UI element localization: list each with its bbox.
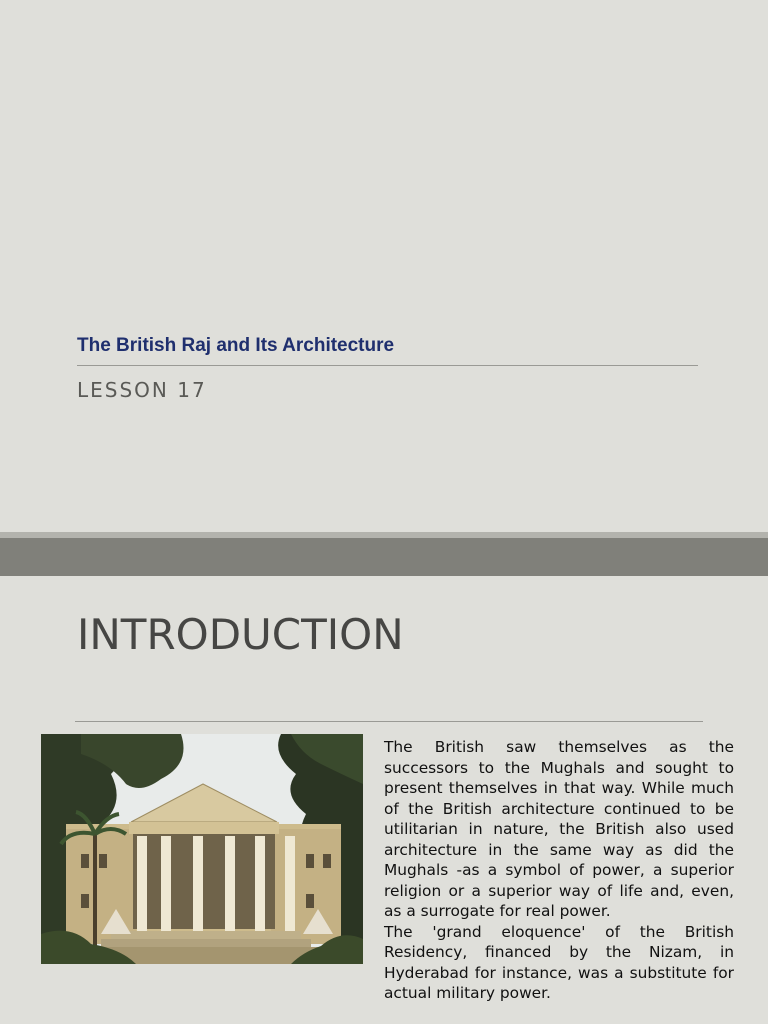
residency-building-image xyxy=(41,734,363,964)
slide-introduction xyxy=(0,576,768,1024)
lesson-subtitle: LESSON 17 xyxy=(77,378,207,402)
title-divider xyxy=(77,365,698,366)
presentation-title: The British Raj and Its Architecture xyxy=(77,335,395,356)
body-text xyxy=(384,737,734,1004)
body-paragraph: The 'grand eloquence' of the British Residency, financed by the Nizam, in Hyderabad for instance, was a substitute for actual military power. xyxy=(384,922,734,1002)
slide-separator-band xyxy=(0,538,768,576)
body-paragraph: The British saw themselves as the successors to the Mughals and sought to present themselves in that way. While much of the British architecture continued to be utilitarian in nature, the British also used architecture in the same way as did the Mughals -as a symbol of power, a superior religion or a superior way of life and, even, as a surrogate for real power. xyxy=(384,738,734,920)
slide-heading: INTRODUCTION xyxy=(77,610,404,659)
heading-divider xyxy=(75,721,703,722)
